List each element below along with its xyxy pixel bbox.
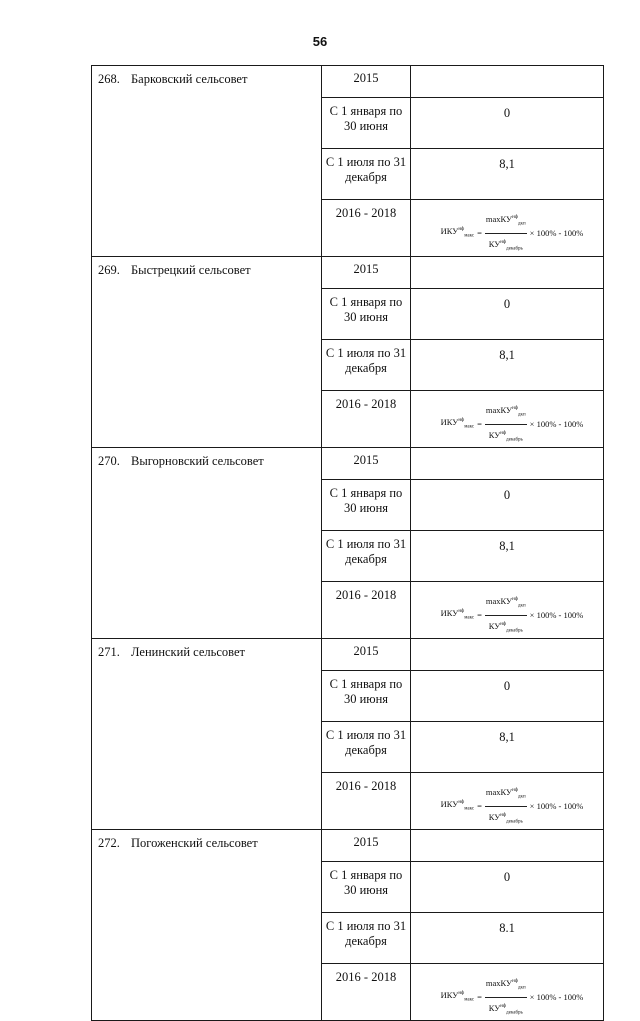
formula-tail: × 100% - 100% [529,227,584,238]
formula-cell [411,200,604,257]
formula-denominator: $КУ^{нф}_{декабрь}$ [488,238,523,252]
second-half-value: 8.1 [411,913,604,964]
range-period: 2016 - 2018 [322,582,411,639]
year-cell: 2015 [322,66,411,98]
formula-numerator: maxКУ$^{нф}_{дкп}$ [485,974,527,998]
range-period: 2016 - 2018 [322,964,411,1021]
formula-lhs: $ИКУ^{нф}_{макс}$ [440,799,475,812]
second-half-period: С 1 июля по 31 декабря [322,531,411,582]
year-cell: 2015 [322,257,411,289]
index-formula [421,210,603,256]
formula-cell [411,773,604,830]
formula-tail: × 100% - 100% [529,800,584,811]
formula-equals: = [477,418,482,429]
entry-number: 272. [98,836,120,851]
formula-tail: × 100% - 100% [529,991,584,1002]
formula-equals: = [477,227,482,238]
year-cell: 2015 [322,639,411,671]
formula-denominator: $КУ^{нф}_{декабрь}$ [488,1002,523,1016]
second-half-period: С 1 июля по 31 декабря [322,913,411,964]
formula-fraction [485,210,527,256]
formula-tail: × 100% - 100% [529,418,584,429]
tariff-table [91,65,604,1021]
second-half-period: С 1 июля по 31 декабря [322,722,411,773]
formula-lhs: $ИКУ^{нф}_{макс}$ [440,990,475,1003]
index-formula [421,974,603,1020]
entry-row-year [92,448,604,480]
settlement-name: Выгорновский сельсовет [131,454,264,469]
entry-row-year [92,639,604,671]
entry-row-year [92,257,604,289]
formula-equals: = [477,609,482,620]
formula-lhs: $ИКУ^{нф}_{макс}$ [440,417,475,430]
formula-fraction [485,401,527,447]
formula-lhs: $ИКУ^{нф}_{макс}$ [440,226,475,239]
second-half-value: 8,1 [411,531,604,582]
second-half-period: С 1 июля по 31 декабря [322,340,411,391]
year-cell: 2015 [322,830,411,862]
formula-numerator: maxКУ$^{нф}_{дкп}$ [485,783,527,807]
index-formula [421,783,603,829]
formula-fraction [485,783,527,829]
entry-number: 271. [98,645,120,660]
first-half-period: С 1 января по 30 июня [322,98,411,149]
formula-fraction [485,974,527,1020]
entry-row-year [92,830,604,862]
entry-number: 269. [98,263,120,278]
second-half-value: 8,1 [411,722,604,773]
settlement-name: Ленинский сельсовет [131,645,245,660]
year-value-cell [411,830,604,862]
first-half-period: С 1 января по 30 июня [322,289,411,340]
year-value-cell [411,257,604,289]
entry-row-year [92,66,604,98]
formula-cell [411,391,604,448]
first-half-period: С 1 января по 30 июня [322,480,411,531]
settlement-name: Погоженский сельсовет [131,836,258,851]
entry-number: 270. [98,454,120,469]
range-period: 2016 - 2018 [322,391,411,448]
settlement-cell [92,830,322,1021]
second-half-period: С 1 июля по 31 декабря [322,149,411,200]
settlement-cell [92,257,322,448]
year-value-cell [411,66,604,98]
formula-numerator: maxКУ$^{нф}_{дкп}$ [485,401,527,425]
settlement-cell [92,66,322,257]
second-half-value: 8,1 [411,340,604,391]
formula-tail: × 100% - 100% [529,609,584,620]
first-half-period: С 1 января по 30 июня [322,671,411,722]
page-number: 56 [312,34,328,49]
settlement-cell [92,448,322,639]
settlement-cell [92,639,322,830]
first-half-value: 0 [411,289,604,340]
first-half-value: 0 [411,862,604,913]
formula-numerator: maxКУ$^{нф}_{дкп}$ [485,210,527,234]
formula-lhs: $ИКУ^{нф}_{макс}$ [440,608,475,621]
entry-number: 268. [98,72,120,86]
range-period: 2016 - 2018 [322,200,411,257]
year-cell: 2015 [322,448,411,480]
formula-denominator: $КУ^{нф}_{декабрь}$ [488,811,523,825]
formula-equals: = [477,991,482,1002]
first-half-period: С 1 января по 30 июня [322,862,411,913]
index-formula [421,592,603,638]
first-half-value: 0 [411,671,604,722]
formula-cell [411,964,604,1021]
formula-equals: = [477,800,482,811]
settlement-name: Барковский сельсовет [131,72,248,86]
formula-denominator: $КУ^{нф}_{декабрь}$ [488,429,523,443]
second-half-value: 8,1 [411,149,604,200]
year-value-cell [411,448,604,480]
range-period: 2016 - 2018 [322,773,411,830]
first-half-value: 0 [411,98,604,149]
formula-numerator: maxКУ$^{нф}_{дкп}$ [485,592,527,616]
formula-fraction [485,592,527,638]
settlement-name: Быстрецкий сельсовет [131,263,251,278]
formula-denominator: $КУ^{нф}_{декабрь}$ [488,620,523,634]
formula-cell [411,582,604,639]
year-value-cell [411,639,604,671]
first-half-value: 0 [411,480,604,531]
index-formula [421,401,603,447]
